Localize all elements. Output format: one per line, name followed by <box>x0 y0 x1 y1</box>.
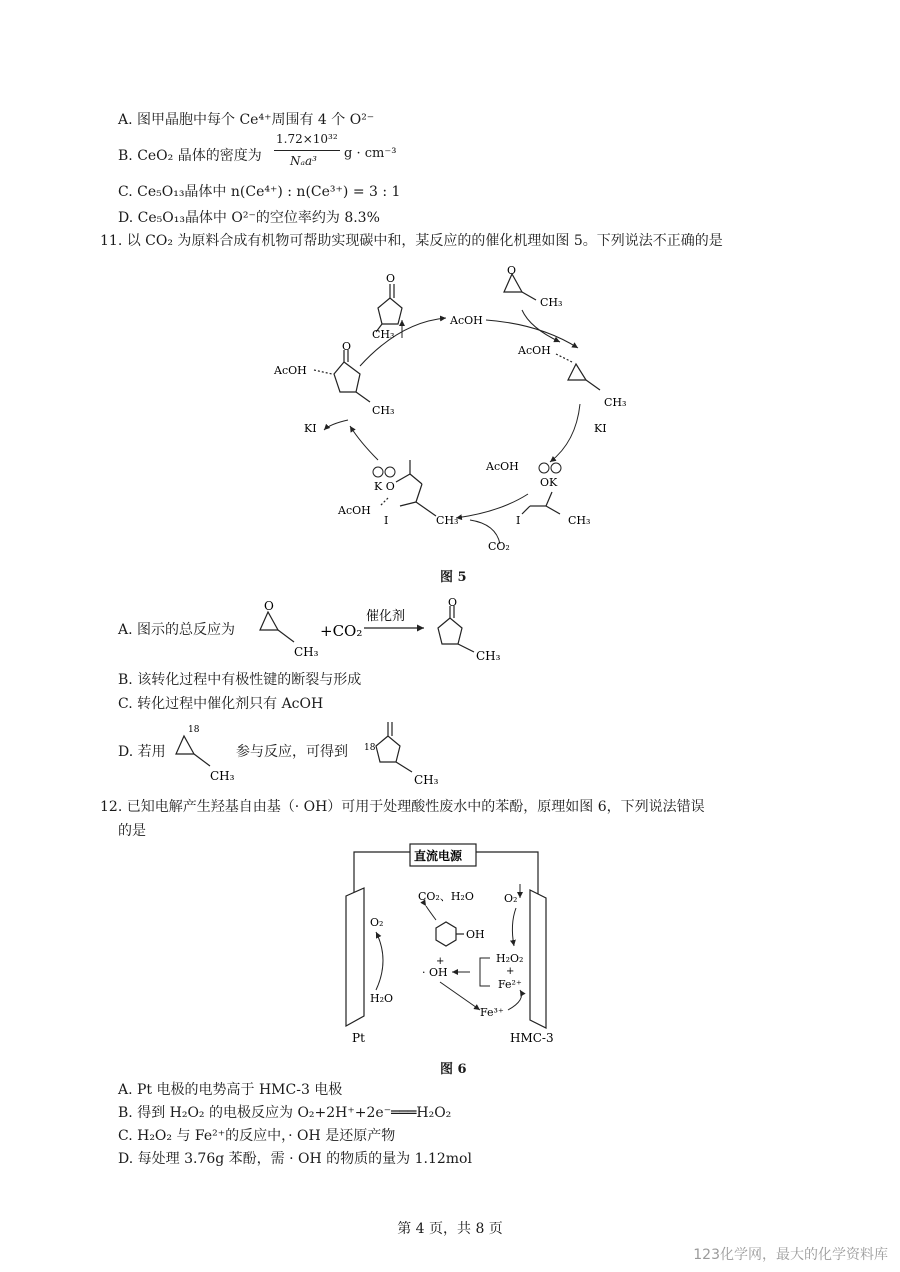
fe3-label: Fe³⁺ <box>480 1006 504 1019</box>
ch3-label: CH₃ <box>540 296 563 309</box>
q11-option-a-equation <box>254 598 514 662</box>
figure-5-caption: 图 5 <box>440 570 467 585</box>
acoh-label: AcOH <box>274 364 307 377</box>
h2o2-label: H₂O₂ <box>496 952 524 965</box>
q10-density-numerator: 1.72×10³² <box>276 132 338 146</box>
q12-option-c: C. H₂O₂ 与 Fe²⁺的反应中，· OH 是还原产物 <box>118 1128 396 1144</box>
hmc-electrode <box>530 890 546 1028</box>
epoxide-reactant <box>504 274 536 300</box>
q10-option-c: C. Ce₅O₁₃晶体中 n(Ce⁴⁺) : n(Ce³⁺) = 3 : 1 <box>118 184 401 200</box>
fe-oxidation-arrow <box>440 982 480 1010</box>
hmc-label: HMC-3 <box>510 1031 554 1045</box>
cyclic-carbonate-product <box>376 284 402 332</box>
bracket-line <box>480 958 490 986</box>
cyclic-carbonate-structure <box>438 606 474 652</box>
fe2-label: Fe²⁺ <box>498 978 522 991</box>
q10-density-unit: g · cm⁻³ <box>344 146 397 161</box>
q12-stem-line2: 的是 <box>118 823 146 839</box>
isotope-18-label: 18 <box>188 725 200 735</box>
q12-option-b: B. 得到 H₂O₂ 的电极反应为 O₂+2H⁺+2e⁻═══H₂O₂ <box>118 1105 452 1121</box>
plus-label: + <box>506 966 515 977</box>
ch3-label: CH₃ <box>414 773 439 787</box>
pt-label: Pt <box>352 1031 365 1045</box>
carbonyl-o-label: O <box>342 340 352 353</box>
q11-option-b: B. 该转化过程中有极性键的断裂与形成 <box>118 672 362 688</box>
q10-option-b-prefix: B. CeO₂ 晶体的密度为 <box>118 148 262 164</box>
plus-label: + <box>436 956 445 967</box>
activated-epoxide <box>556 354 600 390</box>
iodine-label: I <box>384 514 389 527</box>
minus-charge-icon <box>385 467 395 477</box>
pt-electrode <box>346 888 364 1026</box>
phenol-degradation-arrow <box>426 906 436 920</box>
activated-carbonate <box>314 350 370 402</box>
o2-reduction-arrow <box>512 908 516 946</box>
epoxide-entry-arrow <box>522 310 560 342</box>
iodo-alkoxide <box>522 492 560 514</box>
q12-stem-line1: 12. 已知电解产生羟基自由基（· OH）可用于处理酸性废水中的苯酚，原理如图 6，下列说法错误 <box>100 799 705 815</box>
co2-label: CO₂ <box>488 540 510 553</box>
fe-reduction-arrow <box>508 990 522 1010</box>
figure-6-electrolysis <box>330 840 580 1050</box>
q10-option-b <box>118 146 262 166</box>
hydroxyl-radical-label: · OH <box>422 966 448 979</box>
figure-6-caption: 图 6 <box>440 1062 467 1077</box>
phenol-structure <box>436 922 464 946</box>
epoxide-structure <box>260 612 294 642</box>
acoh-label: AcOH <box>450 314 483 327</box>
figure-5-catalytic-cycle <box>260 262 640 562</box>
q11-option-d-prefix: D. 若用 <box>118 744 166 760</box>
q11-option-c: C. 转化过程中催化剂只有 AcOH <box>118 696 324 712</box>
o2-label: O₂ <box>504 892 518 905</box>
power-label: 直流电源 <box>414 849 463 863</box>
cycle-arrow-right <box>550 404 580 462</box>
cycle-arrow-top-left <box>360 318 446 366</box>
epoxide-o-label: O <box>507 264 517 277</box>
water-oxidation-arrow <box>376 932 383 990</box>
o2-label: O₂ <box>370 916 384 929</box>
q10-option-d: D. Ce₅O₁₃晶体中 O²⁻的空位率约为 8.3% <box>118 210 380 226</box>
ch3-label: CH₃ <box>604 396 627 409</box>
co2-h2o-label: CO₂、H₂O <box>418 890 474 903</box>
q11-option-d-middle: 参与反应，可得到 <box>236 744 348 760</box>
plus-charge-icon <box>551 463 561 473</box>
q10-density-denominator: Nₐa³ <box>290 154 317 168</box>
cycle-arrow-left <box>350 426 378 460</box>
iodine-label: I <box>516 514 521 527</box>
page-footer: 第 4 页，共 8 页 <box>397 1221 503 1237</box>
q11-stem: 11. 以 CO₂ 为原料合成有机物可帮助实现碳中和，某反应的的催化机理如图 5。下列说法不正确的是 <box>100 233 723 249</box>
ch3-label: CH₃ <box>476 649 501 662</box>
ki-label: KI <box>304 422 317 435</box>
ch3-label: CH₃ <box>372 404 395 417</box>
ch3-label: CH₃ <box>436 514 459 527</box>
ko-label: K O <box>374 480 395 493</box>
plus-co2-label: +CO₂ <box>320 622 363 640</box>
acoh-label: AcOH <box>518 344 551 357</box>
phenol-oh-label: OH <box>466 928 485 941</box>
ok-label: OK <box>540 476 558 489</box>
q10-option-a: A. 图甲晶胞中每个 Ce⁴⁺周围有 4 个 O²⁻ <box>118 112 375 128</box>
plus-charge-icon <box>373 467 383 477</box>
ch3-label: CH₃ <box>294 645 319 659</box>
fraction-bar <box>274 150 340 151</box>
epoxide-o-label: O <box>264 599 274 613</box>
q11-option-d-labeled-carbonate <box>362 712 452 788</box>
carbonyl-o-label: O <box>448 598 458 609</box>
q12-option-a: A. Pt 电极的电势高于 HMC-3 电极 <box>118 1082 343 1098</box>
q12-option-d: D. 每处理 3.76g 苯酚，需 · OH 的物质的量为 1.12mol <box>118 1151 472 1167</box>
ki-release-arrow <box>324 420 348 430</box>
catalyst-label: 催化剂 <box>366 609 406 624</box>
ch3-label: CH₃ <box>210 769 235 782</box>
minus-charge-icon <box>539 463 549 473</box>
acoh-label: AcOH <box>338 504 371 517</box>
q11-option-a-prefix: A. 图示的总反应为 <box>118 622 236 638</box>
carbonyl-o-label: O <box>386 272 396 285</box>
ch3-label: CH₃ <box>372 328 395 341</box>
watermark: 123化学网，最大的化学资料库 <box>693 1247 888 1263</box>
acoh-label: AcOH <box>486 460 519 473</box>
ki-label: KI <box>594 422 607 435</box>
q11-option-d-labeled-epoxide <box>170 722 240 782</box>
h2o-label: H₂O <box>370 992 394 1005</box>
isotope-18-label: 18 <box>364 743 376 753</box>
ch3-label: CH₃ <box>568 514 591 527</box>
